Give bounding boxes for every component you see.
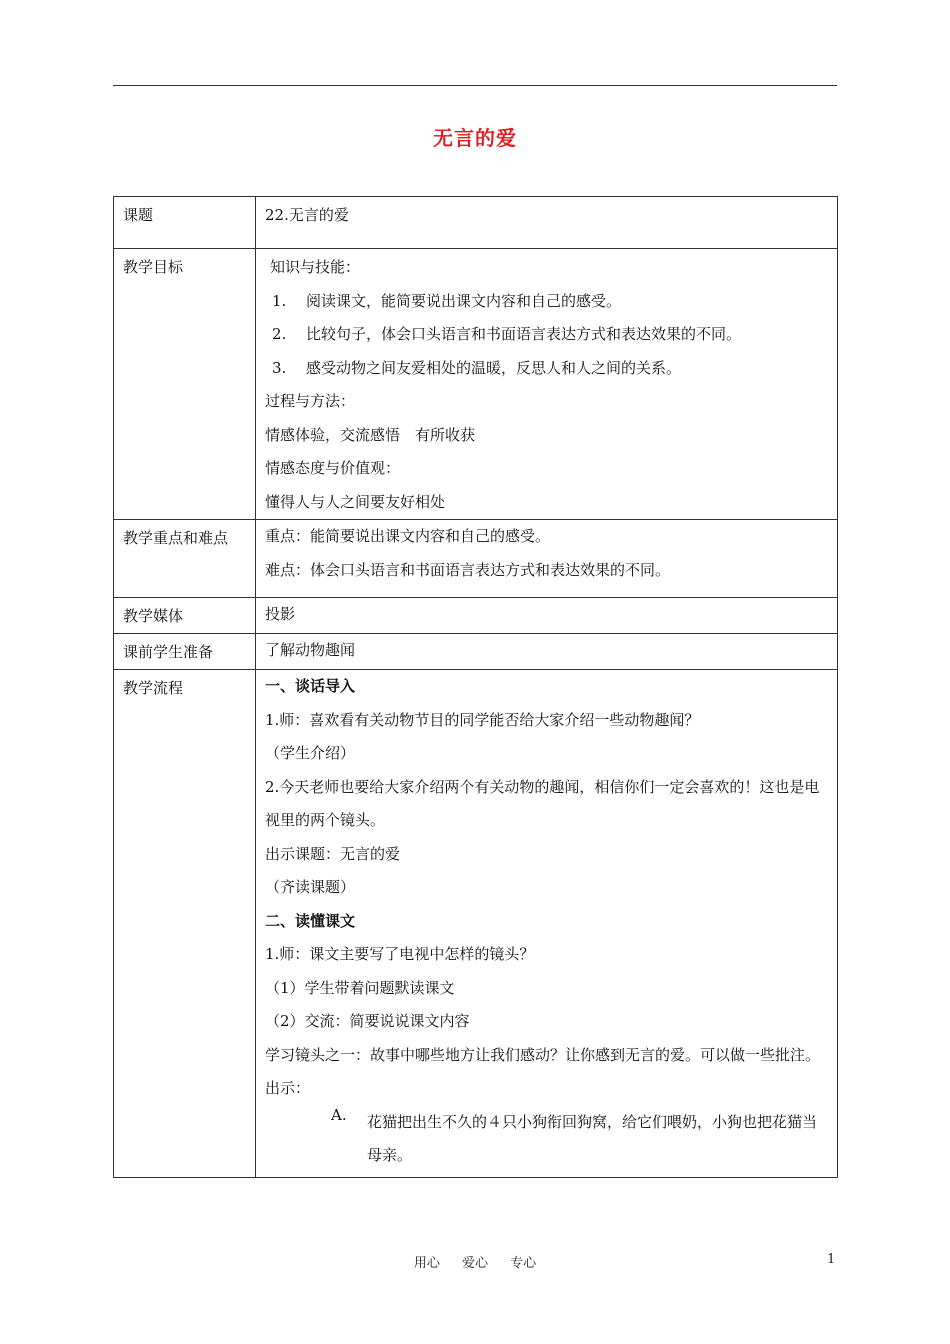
label-media: 教学媒体 (114, 598, 256, 634)
row-prep (114, 634, 838, 670)
key-point: 重点：能简要说出课文内容和自己的感受。 (265, 527, 551, 545)
process-text: 情感体验，交流感悟 有所收获 (265, 425, 476, 444)
row-goals (114, 249, 838, 520)
example-text: 花猫把出生不久的４只小狗衔回狗窝，给它们喂奶，小狗也把花猫当母亲。 (367, 1112, 818, 1164)
label-goals: 教学目标 (114, 249, 256, 520)
process-heading: 过程与方法： (265, 392, 356, 410)
goal-item-1 (265, 285, 829, 319)
goal-text: 感受动物之间友爱相处的温暖，反思人和人之间的关系。 (306, 358, 682, 377)
flow-line: （齐读课题） (265, 878, 356, 896)
row-topic (114, 197, 838, 249)
flow-paragraph: 学习镜头之一：故事中哪些地方让我们感动？让你感到无言的爱。可以做一些批注。 (265, 1045, 821, 1064)
prep-value: 了解动物趣闻 (265, 641, 356, 659)
example-letter: A. (331, 1105, 347, 1124)
goal-number: 3. (272, 358, 287, 377)
flow-line: 出示课题：无言的爱 (265, 844, 401, 863)
media-value: 投影 (265, 605, 296, 623)
goal-item-2 (265, 318, 829, 352)
row-focus (114, 520, 838, 598)
flow-line: 1.师：课文主要写了电视中怎样的镜头？ (265, 945, 535, 963)
row-flow (114, 670, 838, 1178)
knowledge-heading: 知识与技能： (270, 258, 361, 276)
page-title: 无言的爱 (433, 126, 517, 150)
example-a (265, 1106, 829, 1173)
attitude-heading: 情感态度与价值观： (265, 459, 401, 477)
goal-text: 阅读课文，能简要说出课文内容和自己的感受。 (306, 291, 622, 310)
label-focus: 教学重点和难点 (114, 520, 256, 598)
section-heading-1: 一、谈话导入 (265, 677, 356, 695)
lesson-plan-table (113, 196, 838, 1178)
label-prep: 课前学生准备 (114, 634, 256, 670)
goal-number: 2. (272, 325, 287, 343)
difficulty: 难点：体会口头语言和书面语言表达方式和表达效果的不同。 (265, 560, 671, 579)
attitude-text: 懂得人与人之间要友好相处 (265, 492, 446, 511)
goal-text: 比较句子，体会口头语言和书面语言表达方式和表达效果的不同。 (306, 325, 742, 343)
header-rule (113, 85, 837, 86)
flow-paragraph: 2.今天老师也要给大家介绍两个有关动物的趣闻，相信你们一定会喜欢的！这也是电视里的两个镜头。 (265, 777, 820, 829)
page-number: 1 (827, 1252, 836, 1267)
goal-item-3 (265, 352, 829, 386)
flow-line: （学生介绍） (265, 744, 356, 762)
footer-motto: 用心 爱心 专心 (413, 1256, 537, 1271)
flow-line: （1）学生带着问题默读课文 (265, 978, 455, 997)
flow-line: （2）交流：简要说说课文内容 (265, 1012, 470, 1030)
row-media (114, 598, 838, 634)
goal-number: 1. (272, 291, 287, 310)
label-topic: 课题 (114, 197, 256, 249)
section-heading-2: 二、读懂课文 (265, 911, 356, 930)
topic-value: 22.无言的爱 (265, 206, 349, 224)
label-flow: 教学流程 (114, 670, 256, 1178)
flow-line: 出示： (265, 1079, 311, 1097)
flow-line: 1.师：喜欢看有关动物节目的同学能否给大家介绍一些动物趣闻？ (265, 710, 700, 729)
